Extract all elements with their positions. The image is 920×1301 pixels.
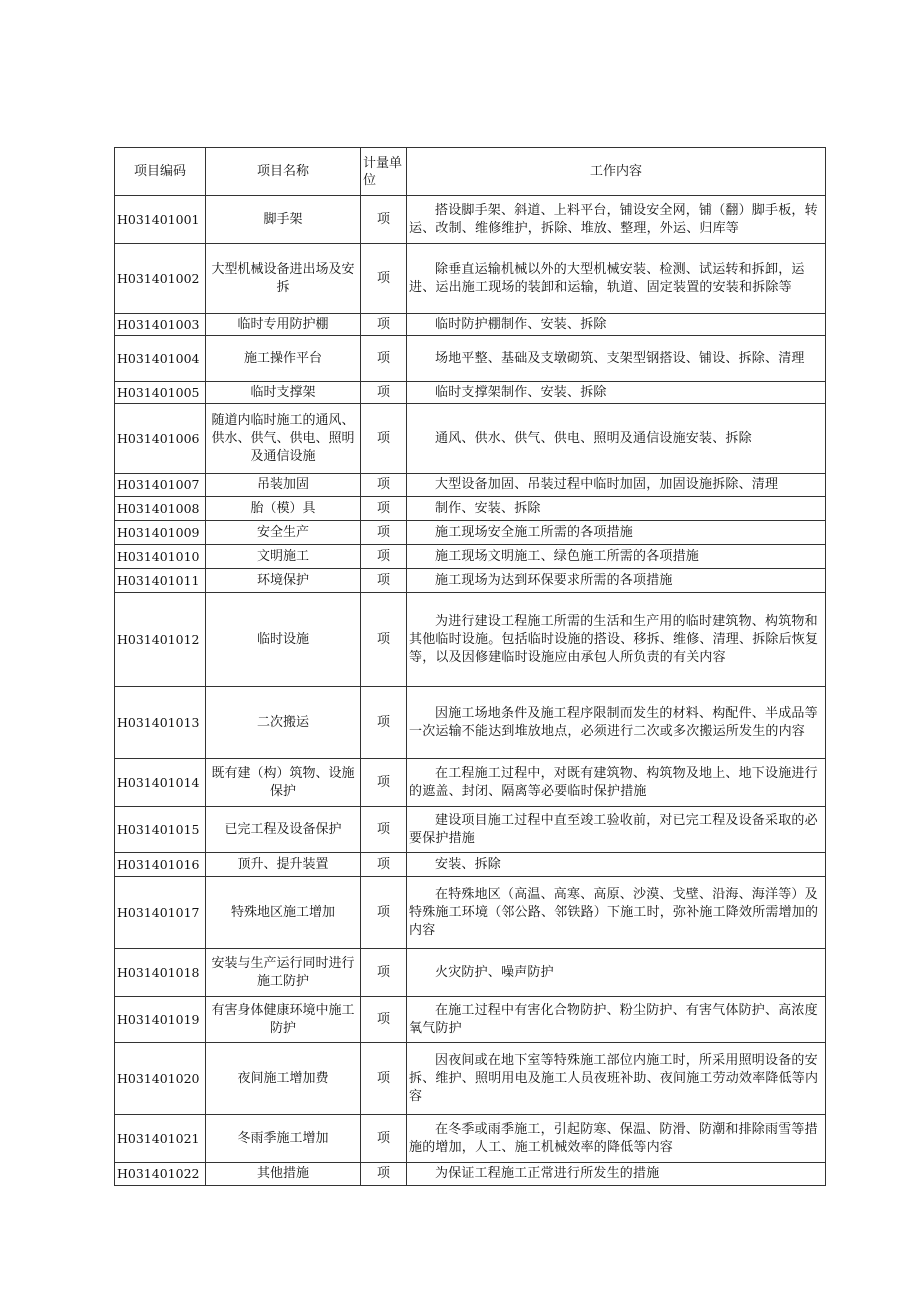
content-cell: 临时防护棚制作、安装、拆除 xyxy=(407,314,826,336)
unit-cell: 项 xyxy=(361,382,407,404)
table-row xyxy=(115,336,826,382)
code-cell: H031401014 xyxy=(115,759,206,807)
table-row xyxy=(115,521,826,545)
unit-cell: 项 xyxy=(361,336,407,382)
content-cell: 除垂直运输机械以外的大型机械安装、检测、试运转和拆卸，运进、运出施工现场的装卸和运输，轨道、固定装置的安装和拆除等 xyxy=(407,244,826,314)
table-body xyxy=(115,196,826,1186)
code-cell: H031401005 xyxy=(115,382,206,404)
name-cell: 二次搬运 xyxy=(206,687,361,759)
code-cell: H031401006 xyxy=(115,404,206,474)
name-cell: 胎（模）具 xyxy=(206,497,361,521)
name-cell: 冬雨季施工增加 xyxy=(206,1115,361,1163)
code-cell: H031401015 xyxy=(115,807,206,853)
unit-cell: 项 xyxy=(361,593,407,687)
name-cell: 环境保护 xyxy=(206,569,361,593)
table-row xyxy=(115,497,826,521)
code-cell: H031401022 xyxy=(115,1163,206,1186)
content-cell: 为保证工程施工正常进行所发生的措施 xyxy=(407,1163,826,1186)
unit-cell: 项 xyxy=(361,569,407,593)
content-cell: 场地平整、基础及支墩砌筑、支架型钢搭设、铺设、拆除、清理 xyxy=(407,336,826,382)
unit-cell: 项 xyxy=(361,807,407,853)
name-cell: 安全生产 xyxy=(206,521,361,545)
name-cell: 既有建（构）筑物、设施保护 xyxy=(206,759,361,807)
code-cell: H031401020 xyxy=(115,1043,206,1115)
table-row xyxy=(115,593,826,687)
name-cell: 临时支撑架 xyxy=(206,382,361,404)
table-row xyxy=(115,545,826,569)
table-row xyxy=(115,687,826,759)
content-cell: 在工程施工过程中，对既有建筑物、构筑物及地上、地下设施进行的遮盖、封闭、隔离等必要临时保护措施 xyxy=(407,759,826,807)
unit-cell: 项 xyxy=(361,244,407,314)
content-cell: 在特殊地区（高温、高寒、高原、沙漠、戈壁、沿海、海洋等）及特殊施工环境（邻公路、邻铁路）下施工时，弥补施工降效所需增加的内容 xyxy=(407,877,826,949)
unit-cell: 项 xyxy=(361,949,407,997)
unit-cell: 项 xyxy=(361,404,407,474)
table-row xyxy=(115,949,826,997)
unit-cell: 项 xyxy=(361,314,407,336)
code-cell: H031401003 xyxy=(115,314,206,336)
name-cell: 临时设施 xyxy=(206,593,361,687)
content-cell: 安装、拆除 xyxy=(407,853,826,877)
unit-cell: 项 xyxy=(361,1163,407,1186)
name-cell: 已完工程及设备保护 xyxy=(206,807,361,853)
unit-cell: 项 xyxy=(361,545,407,569)
code-cell: H031401017 xyxy=(115,877,206,949)
unit-cell: 项 xyxy=(361,877,407,949)
name-cell: 特殊地区施工增加 xyxy=(206,877,361,949)
code-cell: H031401009 xyxy=(115,521,206,545)
code-cell: H031401008 xyxy=(115,497,206,521)
name-cell: 有害身体健康环境中施工防护 xyxy=(206,997,361,1043)
table-row xyxy=(115,474,826,497)
unit-cell: 项 xyxy=(361,1115,407,1163)
name-cell: 脚手架 xyxy=(206,196,361,244)
code-cell: H031401016 xyxy=(115,853,206,877)
content-cell: 为进行建设工程施工所需的生活和生产用的临时建筑物、构筑物和其他临时设施。包括临时设施的搭设、移拆、维修、清理、拆除后恢复等，以及因修建临时设施应由承包人所负责的有关内容 xyxy=(407,593,826,687)
table-row xyxy=(115,382,826,404)
header-row xyxy=(115,148,826,196)
table-row xyxy=(115,569,826,593)
table-row xyxy=(115,1115,826,1163)
name-cell: 吊装加固 xyxy=(206,474,361,497)
content-cell: 搭设脚手架、斜道、上料平台，铺设安全网，铺（翻）脚手板，转运、改制、维修维护，拆除、堆放、整理，外运、归库等 xyxy=(407,196,826,244)
table-row xyxy=(115,853,826,877)
measures-table xyxy=(114,147,826,1186)
name-cell: 安装与生产运行同时进行施工防护 xyxy=(206,949,361,997)
content-cell: 因夜间或在地下室等特殊施工部位内施工时，所采用照明设备的安拆、维护、照明用电及施工人员夜班补助、夜间施工劳动效率降低等内容 xyxy=(407,1043,826,1115)
content-cell: 在冬季或雨季施工，引起防寒、保温、防滑、防潮和排除雨雪等措施的增加，人工、施工机械效率的降低等内容 xyxy=(407,1115,826,1163)
header-code: 项目编码 xyxy=(115,148,206,196)
table-row xyxy=(115,807,826,853)
name-cell: 临时专用防护棚 xyxy=(206,314,361,336)
content-cell: 通风、供水、供气、供电、照明及通信设施安装、拆除 xyxy=(407,404,826,474)
code-cell: H031401002 xyxy=(115,244,206,314)
name-cell: 大型机械设备进出场及安拆 xyxy=(206,244,361,314)
content-cell: 施工现场安全施工所需的各项措施 xyxy=(407,521,826,545)
code-cell: H031401013 xyxy=(115,687,206,759)
table-row xyxy=(115,244,826,314)
content-cell: 制作、安装、拆除 xyxy=(407,497,826,521)
code-cell: H031401012 xyxy=(115,593,206,687)
code-cell: H031401007 xyxy=(115,474,206,497)
name-cell: 夜间施工增加费 xyxy=(206,1043,361,1115)
unit-cell: 项 xyxy=(361,1043,407,1115)
header-name: 项目名称 xyxy=(206,148,361,196)
table-row xyxy=(115,404,826,474)
content-cell: 施工现场为达到环保要求所需的各项措施 xyxy=(407,569,826,593)
unit-cell: 项 xyxy=(361,196,407,244)
name-cell: 随道内临时施工的通风、供水、供气、供电、照明及通信设施 xyxy=(206,404,361,474)
content-cell: 建设项目施工过程中直至竣工验收前，对已完工程及设备采取的必要保护措施 xyxy=(407,807,826,853)
code-cell: H031401019 xyxy=(115,997,206,1043)
name-cell: 施工操作平台 xyxy=(206,336,361,382)
unit-cell: 项 xyxy=(361,997,407,1043)
unit-cell: 项 xyxy=(361,759,407,807)
name-cell: 顶升、提升装置 xyxy=(206,853,361,877)
table-row xyxy=(115,997,826,1043)
code-cell: H031401018 xyxy=(115,949,206,997)
table-row xyxy=(115,877,826,949)
unit-cell: 项 xyxy=(361,853,407,877)
unit-cell: 项 xyxy=(361,687,407,759)
content-cell: 施工现场文明施工、绿色施工所需的各项措施 xyxy=(407,545,826,569)
header-unit: 计量单位 xyxy=(361,148,407,196)
table-row xyxy=(115,759,826,807)
code-cell: H031401001 xyxy=(115,196,206,244)
table-row xyxy=(115,314,826,336)
code-cell: H031401021 xyxy=(115,1115,206,1163)
content-cell: 临时支撑架制作、安装、拆除 xyxy=(407,382,826,404)
code-cell: H031401004 xyxy=(115,336,206,382)
content-cell: 火灾防护、噪声防护 xyxy=(407,949,826,997)
content-cell: 因施工场地条件及施工程序限制而发生的材料、构配件、半成品等一次运输不能达到堆放地点，必须进行二次或多次搬运所发生的内容 xyxy=(407,687,826,759)
content-cell: 在施工过程中有害化合物防护、粉尘防护、有害气体防护、高浓度氧气防护 xyxy=(407,997,826,1043)
name-cell: 文明施工 xyxy=(206,545,361,569)
content-cell: 大型设备加固、吊装过程中临时加固，加固设施拆除、清理 xyxy=(407,474,826,497)
code-cell: H031401010 xyxy=(115,545,206,569)
table-row xyxy=(115,1043,826,1115)
header-content: 工作内容 xyxy=(407,148,826,196)
code-cell: H031401011 xyxy=(115,569,206,593)
unit-cell: 项 xyxy=(361,497,407,521)
name-cell: 其他措施 xyxy=(206,1163,361,1186)
table-row xyxy=(115,196,826,244)
unit-cell: 项 xyxy=(361,521,407,545)
unit-cell: 项 xyxy=(361,474,407,497)
table-row xyxy=(115,1163,826,1186)
